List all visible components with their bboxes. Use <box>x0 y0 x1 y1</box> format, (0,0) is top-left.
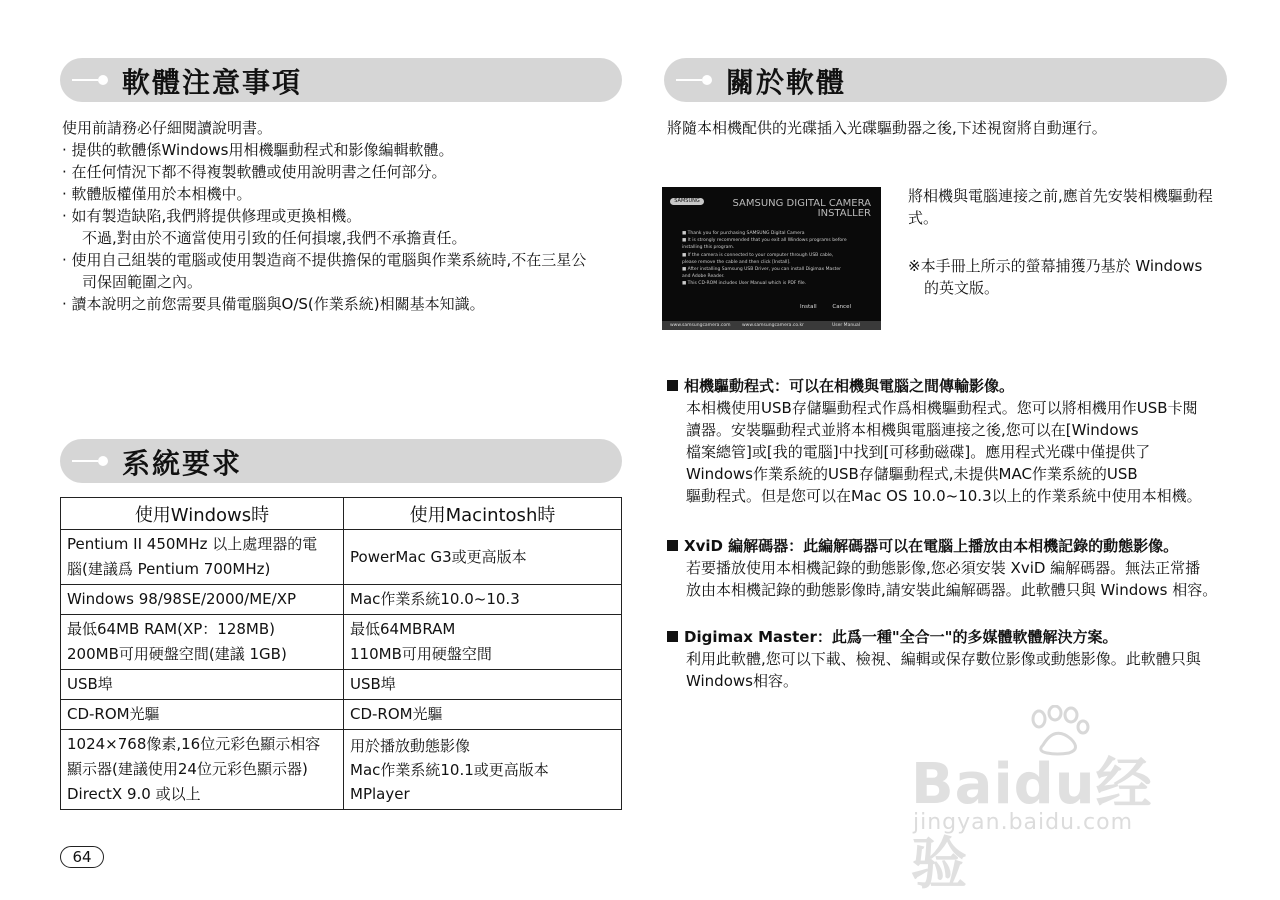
list-item: · 軟體版權僅用於本相機中。 <box>62 185 252 203</box>
page-number: 64 <box>60 846 104 868</box>
installer-bullet: ■ If the camera is connected to your computer through USB cable, <box>682 252 834 258</box>
feature-title <box>667 375 1014 396</box>
installer-footer <box>662 321 881 330</box>
samsung-logo: SAMSUNG <box>670 198 704 205</box>
table-cell <box>344 730 622 810</box>
square-bullet-icon <box>667 380 678 391</box>
table-cell <box>344 585 622 615</box>
square-bullet-icon <box>667 540 678 551</box>
installer-bullet: please remove the cable and then click [Install]. <box>682 259 791 265</box>
installer-bullet: ■ This CD-ROM includes User Manual which is PDF file. <box>682 281 807 287</box>
cell-line: CD-ROM光驅 <box>67 705 160 723</box>
table-header-row <box>61 498 622 530</box>
cell-line: 腦(建議爲 Pentium 700MHz) <box>67 560 271 578</box>
cancel-button[interactable]: Cancel <box>832 304 851 310</box>
list-item: · 提供的軟體係Windows用相機驅動程式和影像編輯軟體。 <box>62 141 454 159</box>
feature-line: 驅動程式。但是您可以在Mac OS 10.0~10.3以上的作業系統中使用本相機。 <box>686 487 1202 505</box>
mac-column-header: 使用Macintosh時 <box>344 498 622 530</box>
system-requirements-title: 系統要求 <box>122 447 243 480</box>
list-item: 司保固範圍之內。 <box>82 273 203 291</box>
cell-line: Mac作業系統10.1或更高版本 <box>350 760 549 779</box>
about-intro: 將隨本相機配供的光碟插入光碟驅動器之後,下述視窗將自動運行。 <box>667 119 1107 137</box>
install-button[interactable]: Install <box>800 304 817 310</box>
table-row <box>61 615 622 670</box>
table-row <box>61 670 622 700</box>
table-row <box>61 730 622 810</box>
table-cell <box>61 730 344 810</box>
side-text-line: 將相機與電腦連接之前,應首先安裝相機驅動程 <box>908 187 1213 205</box>
system-requirements-table <box>60 497 622 810</box>
installer-bullet: ■ It is strongly recommended that you exit all Windows programs before <box>682 238 847 244</box>
header-bullet-icon <box>72 456 108 466</box>
feature-line: 檔案總管]或[我的電腦]中找到[可移動磁碟]。應用程式光碟中僅提供了 <box>686 443 1151 461</box>
feature-line: 本相機使用USB存儲驅動程式作爲相機驅動程式。您可以將相機用作USB卡閱 <box>686 399 1198 417</box>
software-notes-intro: 使用前請務必仔細閱讀說明書。 <box>62 119 273 137</box>
feature-title-text: Digimax Master：此爲一種"全合一"的多媒體軟體解決方案。 <box>684 628 1118 646</box>
installer-title-line: SAMSUNG DIGITAL CAMERA <box>732 198 871 209</box>
footer-link[interactable]: www.samsungcamera.co.kr <box>742 323 804 328</box>
installer-bullet: ■ Thank you for purchasing SAMSUNG Digital Camera <box>682 231 805 236</box>
feature-body <box>686 648 1236 692</box>
watermark-sub: jingyan.baidu.com <box>913 810 1134 835</box>
square-bullet-icon <box>667 631 678 642</box>
table-cell <box>61 700 344 730</box>
cell-line: CD-ROM光驅 <box>350 705 443 723</box>
feature-body <box>686 397 1236 507</box>
cell-line: 200MB可用硬盤空間(建議 1GB) <box>67 645 287 663</box>
user-manual-link[interactable]: User Manual <box>832 323 861 328</box>
table-cell <box>344 530 622 585</box>
cell-line: Windows 98/98SE/2000/ME/XP <box>67 590 297 608</box>
installer-bullet: and Adobe Reader. <box>682 274 725 280</box>
footer-link[interactable]: www.samsungcamera.com <box>670 323 731 328</box>
installer-title <box>732 199 871 219</box>
note-line: ※本手冊上所示的螢幕捕獲乃基於 Windows <box>908 257 1203 275</box>
system-requirements-header <box>60 439 622 483</box>
list-item: · 使用自己組裝的電腦或使用製造商不提供擔保的電腦與作業系統時,不在三星公 <box>62 251 587 269</box>
installer-bullets <box>682 230 847 288</box>
cell-line: 最低64MBRAM <box>350 620 456 638</box>
baidu-watermark <box>905 705 1205 897</box>
cell-line: PowerMac G3或更高版本 <box>350 547 527 566</box>
watermark-main: Baidu经验 <box>911 752 1153 897</box>
feature-line: Windows作業系統的USB存儲驅動程式,未提供MAC作業系統的USB <box>686 465 1138 483</box>
header-bullet-icon <box>72 75 108 85</box>
table-cell <box>61 530 344 585</box>
about-note <box>908 255 1238 299</box>
cell-line: DirectX 9.0 或以上 <box>67 785 201 803</box>
about-side-text <box>908 185 1238 229</box>
feature-line: Windows相容。 <box>686 672 798 690</box>
installer-buttons <box>786 304 851 310</box>
table-row <box>61 530 622 585</box>
cell-line: 1024×768像素,16位元彩色顯示相容 <box>67 735 321 753</box>
cell-line: Pentium II 450MHz 以上處理器的電 <box>67 535 318 553</box>
installer-title-line: INSTALLER <box>817 208 871 219</box>
feature-title <box>667 626 1117 647</box>
table-row <box>61 585 622 615</box>
feature-line: 利用此軟體,您可以下載、檢視、編輯或保存數位影像或動態影像。此軟體只與 <box>686 650 1201 668</box>
table-row <box>61 700 622 730</box>
about-software-header <box>664 58 1227 102</box>
about-software-title: 關於軟體 <box>726 66 847 99</box>
list-item: · 讀本說明之前您需要具備電腦與O/S(作業系統)相關基本知識。 <box>62 295 485 313</box>
table-cell <box>344 615 622 670</box>
feature-line: 讀器。安裝驅動程式並將本相機與電腦連接之後,您可以在[Windows <box>686 421 1139 439</box>
list-item: 不過,對由於不適當使用引致的任何損壞,我們不承擔責任。 <box>82 229 467 247</box>
note-line: 的英文版。 <box>924 279 1000 297</box>
software-notes-body <box>62 117 632 315</box>
cell-line: Mac作業系統10.0~10.3 <box>350 590 520 608</box>
list-item: · 在任何情況下都不得複製軟體或使用說明書之任何部分。 <box>62 163 447 181</box>
cell-line: 用於播放動態影像 <box>350 736 471 755</box>
feature-line: 放由本相機記錄的動態影像時,請安裝此編解碼器。此軟體只與 Windows 相容。 <box>686 581 1218 599</box>
feature-line: 若要播放使用本相機記錄的動態影像,您必須安裝 XviD 編解碼器。無法正常播 <box>686 559 1201 577</box>
installer-screenshot <box>662 187 881 330</box>
side-text-line: 式。 <box>908 209 939 227</box>
table-cell <box>61 615 344 670</box>
feature-title <box>667 535 1178 556</box>
cell-line: 110MB可用硬盤空間 <box>350 645 492 663</box>
feature-title-text: 相機驅動程式：可以在相機與電腦之間傳輸影像。 <box>684 377 1015 395</box>
windows-column-header: 使用Windows時 <box>61 498 344 530</box>
table-cell <box>344 700 622 730</box>
table-cell <box>61 670 344 700</box>
cell-line: USB埠 <box>67 675 113 693</box>
software-notes-title: 軟體注意事項 <box>122 66 303 99</box>
table-cell <box>344 670 622 700</box>
feature-title-text: XviD 編解碼器：此編解碼器可以在電腦上播放由本相機記錄的動態影像。 <box>684 537 1179 555</box>
cell-line: 最低64MB RAM(XP：128MB) <box>67 620 275 638</box>
cell-line: 顯示器(建議使用24位元彩色顯示器) <box>67 760 308 778</box>
cell-line: USB埠 <box>350 675 396 693</box>
table-cell <box>61 585 344 615</box>
cell-line: MPlayer <box>350 784 410 803</box>
installer-bullet: installing this program. <box>682 245 735 251</box>
installer-bullet: ■ After installing Samsung USB Driver, you can install Digimax Master <box>682 267 842 273</box>
header-bullet-icon <box>676 75 712 85</box>
list-item: · 如有製造缺陷,我們將提供修理或更換相機。 <box>62 207 362 225</box>
software-notes-header <box>60 58 622 102</box>
feature-body <box>686 557 1236 601</box>
